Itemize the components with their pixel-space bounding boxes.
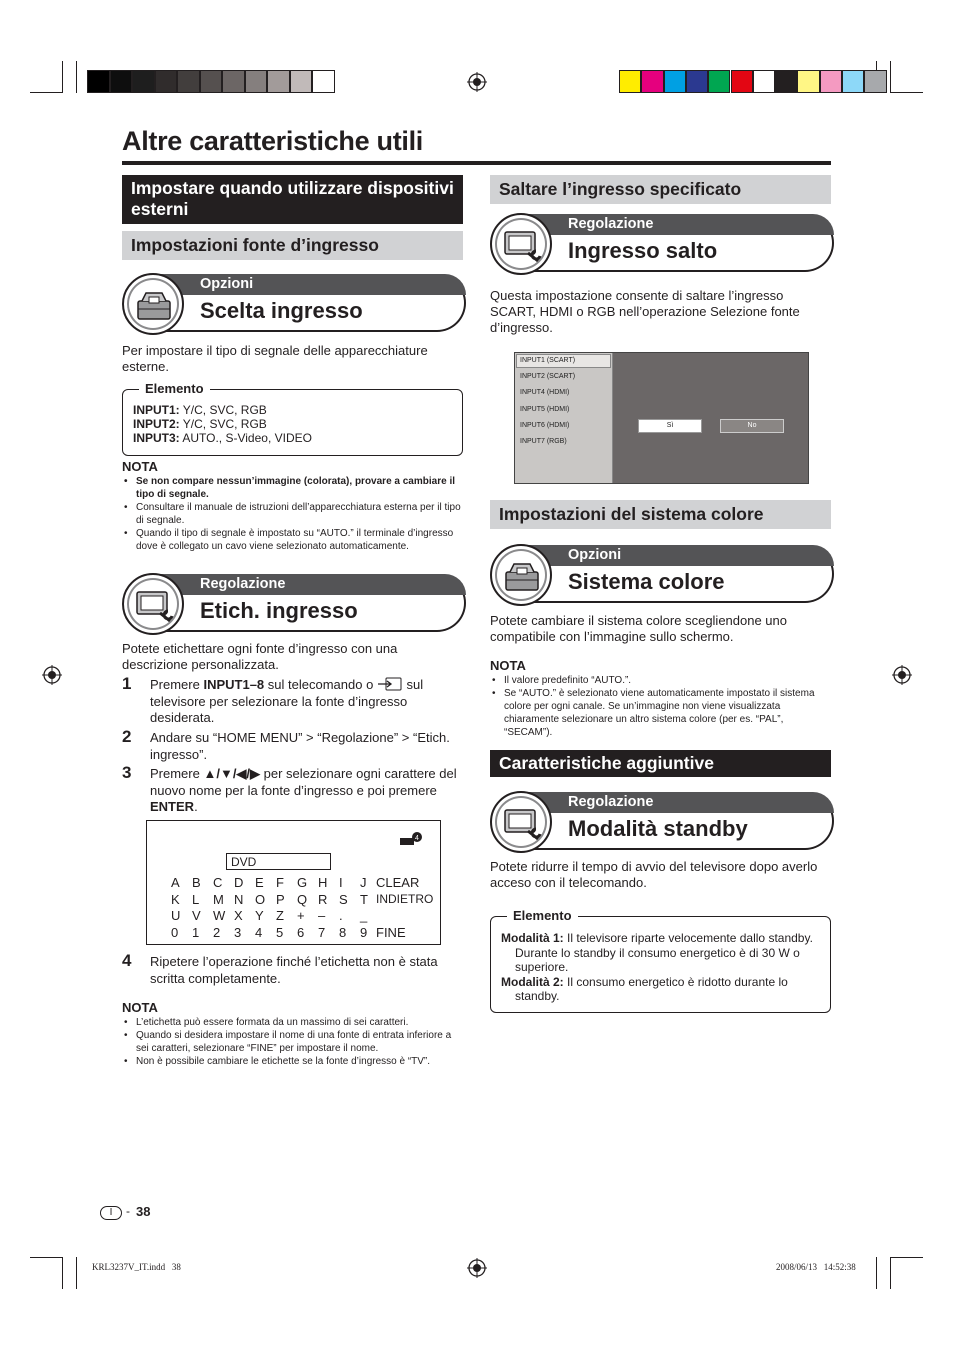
- section-heading-external-devices: Impostare quando utilizzare dispositivi esterni: [122, 175, 463, 224]
- nota-list: [122, 1016, 463, 1068]
- keyboard-char[interactable]: .: [339, 908, 343, 923]
- keyboard-char[interactable]: O: [255, 891, 266, 907]
- element-box: [122, 381, 463, 456]
- box-row: [133, 431, 312, 445]
- box-rows: [501, 931, 823, 1004]
- keyboard-char[interactable]: 9: [360, 924, 368, 940]
- crop-mark: [890, 92, 923, 93]
- step-text-part: per selezionare ogni carattere del nuovo nome per la fonte d’ingresso e poi premere: [150, 766, 457, 798]
- registration-mark-icon: [467, 1258, 487, 1278]
- crop-mark: [890, 1257, 923, 1258]
- regulation-tv-wrench-icon: [490, 791, 552, 853]
- color-swatch: [87, 70, 110, 93]
- intro-text: Potete etichettare ogni fonte d’ingresso con una descrizione personalizzata.: [122, 641, 398, 672]
- step-text: Ripetere l’operazione finché l’etichetta non è stata scritta completamente.: [150, 954, 438, 986]
- color-swatch: [641, 70, 663, 93]
- page-title: Altre caratteristiche utili: [122, 126, 424, 156]
- input-item[interactable]: INPUT6 (HDMI): [520, 422, 570, 429]
- keyboard-command[interactable]: INDIETRO: [376, 891, 434, 906]
- nota-item: • Il valore predefinito “AUTO.”.: [490, 674, 831, 687]
- badge-category: Opzioni: [514, 545, 834, 566]
- keyboard-char[interactable]: A: [171, 875, 180, 890]
- nota-heading: NOTA: [122, 459, 158, 474]
- keyboard-char[interactable]: +: [297, 908, 305, 923]
- registration-mark-icon: [467, 72, 487, 92]
- color-swatch: [267, 70, 290, 93]
- keyboard-char[interactable]: 5: [276, 924, 284, 940]
- keyboard-char[interactable]: 3: [234, 924, 242, 940]
- input-source-icon: [377, 677, 403, 691]
- color-swatch: [245, 70, 268, 93]
- nota-item: • L’etichetta può essere formata da un massimo di sei caratteri.: [122, 1016, 463, 1029]
- keyboard-char[interactable]: H: [318, 875, 328, 890]
- crop-mark: [76, 61, 77, 93]
- keyboard-char[interactable]: Z: [276, 908, 284, 923]
- keyboard-char[interactable]: S: [339, 891, 348, 907]
- badge-category: Regolazione: [514, 214, 834, 235]
- regulation-tv-wrench-icon: [490, 213, 552, 275]
- color-swatch: [708, 70, 730, 93]
- nota-heading: NOTA: [490, 658, 526, 673]
- keyboard-char[interactable]: W: [213, 908, 226, 923]
- color-swatch: [222, 70, 245, 93]
- box-label: Elemento: [139, 381, 210, 396]
- menu-badge-sistema-colore: [490, 545, 834, 605]
- badge-title: Sistema colore: [568, 569, 725, 594]
- row-value: Il consumo energetico è ridotto durante lo standby.: [515, 974, 788, 1003]
- input-item[interactable]: INPUT1 (SCART): [520, 357, 576, 364]
- color-swatch: [200, 70, 223, 93]
- input-item[interactable]: INPUT2 (SCART): [520, 373, 576, 380]
- step-text: [150, 766, 464, 816]
- row-value: AUTO., S-Video, VIDEO: [179, 431, 312, 445]
- title-rule: [122, 161, 831, 165]
- menu-badge-scelta-ingresso: [122, 274, 466, 334]
- keyboard-char[interactable]: 7: [318, 924, 326, 940]
- keyboard-char[interactable]: E: [255, 875, 264, 890]
- crop-mark: [76, 1257, 77, 1289]
- crop-mark: [890, 61, 891, 93]
- keyboard-char[interactable]: C: [213, 875, 223, 890]
- yes-button[interactable]: Sì: [638, 419, 702, 433]
- step-text-part: Premere: [150, 677, 204, 692]
- keyboard-char[interactable]: 1: [192, 924, 200, 940]
- row-key: Modalità 1:: [501, 931, 564, 945]
- row-value: Il televisore riparte velocemente dallo standby. Durante lo standby il consumo energetico è di 30 W o superiore.: [515, 931, 813, 974]
- keyboard-char[interactable]: 8: [339, 924, 347, 940]
- keyboard-char[interactable]: L: [192, 891, 200, 907]
- keyboard-command[interactable]: CLEAR: [376, 875, 420, 890]
- keyboard-char[interactable]: X: [234, 908, 243, 923]
- intro-text: Per impostare il tipo di segnale delle apparecchiature esterne.: [122, 343, 428, 374]
- crop-mark: [62, 1257, 63, 1289]
- step-bold: INPUT1–8: [203, 677, 265, 692]
- step-number: 3: [122, 763, 132, 782]
- registration-mark-icon: [892, 665, 912, 685]
- box-rows: [133, 403, 312, 445]
- keyboard-char[interactable]: M: [213, 891, 224, 907]
- char-input-screen: [146, 820, 441, 945]
- color-swatch: [753, 70, 775, 93]
- step-bold: ENTER: [150, 799, 195, 814]
- keyboard-command[interactable]: FINE: [376, 924, 406, 940]
- intro-text: Questa impostazione consente di saltare l’ingresso SCART, HDMI o RGB nell’operazione Selezione fonte d’ingresso.: [490, 288, 800, 335]
- nota-item: • Quando si desidera impostare il nome di una fonte di entrata inferiore a sei caratteri, selezionare “FINE” per impostare il nome.: [122, 1029, 463, 1055]
- nota-item: • Se non compare nessun’immagine (colorata), provare a cambiare il tipo di segnale.: [122, 475, 463, 501]
- step-number: 4: [122, 951, 132, 970]
- crop-mark: [890, 1257, 891, 1289]
- step-text-part: sul televisore per selezionare la fonte d’ingresso desiderata.: [150, 677, 424, 725]
- box-row: [501, 975, 823, 1004]
- nota-item: • Se “AUTO.” è selezionato viene automaticamente impostato il sistema colore per ogni canale. Se un’immagine non viene visualizzata chiaramente selezionare un altro sistema colore (per es. “PAL”, “SECAM”).: [490, 687, 831, 739]
- element-box: [490, 908, 831, 1013]
- keyboard-char[interactable]: G: [297, 875, 308, 890]
- nota-item: • Consultare il manuale de istruzioni dell’apparecchiatura esterna per il tipo di segnale.: [122, 501, 463, 527]
- input-item[interactable]: INPUT4 (HDMI): [520, 389, 570, 396]
- step-text: Andare su “HOME MENU” > “Regolazione” > “Etich. ingresso”.: [150, 730, 450, 762]
- footer-file: KRL3237V_IT.indd 38: [92, 1262, 181, 1272]
- color-swatch: [312, 70, 335, 93]
- keyboard-char[interactable]: 6: [297, 924, 305, 940]
- badge-title: Ingresso salto: [568, 238, 718, 263]
- menu-badge-modalita-standby: [490, 792, 834, 852]
- color-swatch: [775, 70, 797, 93]
- step-text-part: .: [194, 799, 198, 814]
- page-dash: -: [126, 1204, 130, 1218]
- section-heading-input-settings: Impostazioni fonte d’ingresso: [122, 231, 463, 260]
- input-item[interactable]: INPUT5 (HDMI): [520, 406, 570, 413]
- options-toolbox-icon: [490, 544, 552, 606]
- color-swatch: [820, 70, 842, 93]
- keyboard-char[interactable]: B: [192, 875, 201, 890]
- keyboard-char[interactable]: P: [276, 891, 285, 907]
- color-swatch: [290, 70, 313, 93]
- crop-mark: [30, 1257, 63, 1258]
- box-row: [501, 931, 823, 975]
- input-label-icon: [399, 830, 423, 848]
- box-row: [133, 403, 312, 417]
- keyboard-char[interactable]: I: [339, 875, 343, 890]
- badge-category: Regolazione: [146, 574, 466, 595]
- badge-title: Scelta ingresso: [200, 298, 363, 323]
- keyboard-char[interactable]: 4: [255, 924, 263, 940]
- keyboard-char[interactable]: R: [318, 891, 328, 907]
- keyboard-char[interactable]: _: [360, 908, 368, 923]
- color-swatch: [864, 70, 886, 93]
- keyboard-char[interactable]: N: [234, 891, 244, 907]
- svg-text:4: 4: [415, 835, 419, 842]
- badge-title: Etich. ingresso: [200, 598, 358, 623]
- row-value: Y/C, SVC, RGB: [179, 417, 267, 431]
- keyboard-char[interactable]: J: [360, 875, 367, 890]
- page-letter-badge: I: [100, 1206, 122, 1220]
- no-button[interactable]: No: [720, 419, 784, 433]
- step-text-part: Premere: [150, 766, 204, 781]
- crop-mark: [62, 61, 63, 93]
- row-key: INPUT2:: [133, 417, 180, 431]
- color-swatch: [619, 70, 641, 93]
- keyboard-char[interactable]: V: [192, 908, 201, 923]
- intro-text: Potete cambiare il sistema colore scegliendone uno compatibile con l’immagine sullo schermo.: [490, 613, 788, 644]
- row-key: INPUT1:: [133, 403, 180, 417]
- nota-list: [490, 674, 831, 739]
- badge-title: Modalità standby: [568, 816, 748, 841]
- section-heading-additional-features: Caratteristiche aggiuntive: [490, 750, 831, 777]
- nota-item: • Non è possibile cambiare le etichette se la fonte d’ingresso è “TV”.: [122, 1055, 463, 1068]
- arrow-keys-icon: ▲/▼/◀/▶: [203, 766, 261, 781]
- input-list: [515, 353, 613, 483]
- regulation-tv-wrench-icon: [122, 573, 184, 635]
- section-heading-color-system: Impostazioni del sistema colore: [490, 500, 831, 529]
- keyboard-char[interactable]: D: [234, 875, 244, 890]
- keyboard-char[interactable]: –: [318, 908, 326, 923]
- nota-list: [122, 475, 463, 553]
- color-swatch: [155, 70, 178, 93]
- badge-category: Opzioni: [146, 274, 466, 295]
- keyboard-char[interactable]: K: [171, 891, 180, 907]
- menu-badge-etich-ingresso: [122, 574, 466, 634]
- row-key: INPUT3:: [133, 431, 180, 445]
- step-number: 1: [122, 674, 132, 693]
- crop-mark: [876, 1257, 877, 1289]
- keyboard-char[interactable]: T: [360, 891, 368, 907]
- keyboard-char[interactable]: 2: [213, 924, 221, 940]
- row-value: Y/C, SVC, RGB: [179, 403, 267, 417]
- color-swatch: [686, 70, 708, 93]
- options-toolbox-icon: [122, 273, 184, 335]
- registration-mark-icon: [42, 665, 62, 685]
- input-item[interactable]: INPUT7 (RGB): [520, 438, 567, 445]
- box-row: [133, 417, 312, 431]
- step-text: [150, 677, 462, 727]
- keyboard-char[interactable]: U: [171, 908, 181, 923]
- keyboard-char[interactable]: Y: [255, 908, 264, 923]
- color-swatch: [177, 70, 200, 93]
- menu-badge-ingresso-salto: [490, 214, 834, 274]
- color-swatch: [731, 70, 753, 93]
- color-swatch: [842, 70, 864, 93]
- input-skip-screen: [514, 352, 809, 484]
- color-swatch: [797, 70, 819, 93]
- label-field[interactable]: DVD: [226, 853, 331, 870]
- intro-text: Potete ridurre il tempo di avvio del televisore dopo averlo acceso con il telecomando.: [490, 859, 818, 890]
- keyboard-char[interactable]: Q: [297, 891, 308, 907]
- footer-date: 2008/06/13 14:52:38: [776, 1262, 856, 1272]
- row-key: Modalità 2:: [501, 974, 564, 989]
- keyboard-char[interactable]: F: [276, 875, 284, 890]
- color-swatch: [110, 70, 133, 93]
- badge-category: Regolazione: [514, 792, 834, 813]
- color-swatch: [664, 70, 686, 93]
- color-swatch: [132, 70, 155, 93]
- page-number: 38: [136, 1204, 151, 1219]
- nota-item: • Quando il tipo di segnale è impostato su “AUTO.” il terminale d’ingresso dove è collegato un cavo viene selezionato automaticamente.: [122, 527, 463, 553]
- step-text-part: sul telecomando o: [264, 677, 377, 692]
- box-label: Elemento: [507, 908, 578, 923]
- nota-heading: NOTA: [122, 1000, 158, 1015]
- keyboard-char[interactable]: 0: [171, 924, 179, 940]
- crop-mark: [30, 92, 63, 93]
- step-number: 2: [122, 727, 132, 746]
- section-heading-skip-input: Saltare l’ingresso specificato: [490, 175, 831, 204]
